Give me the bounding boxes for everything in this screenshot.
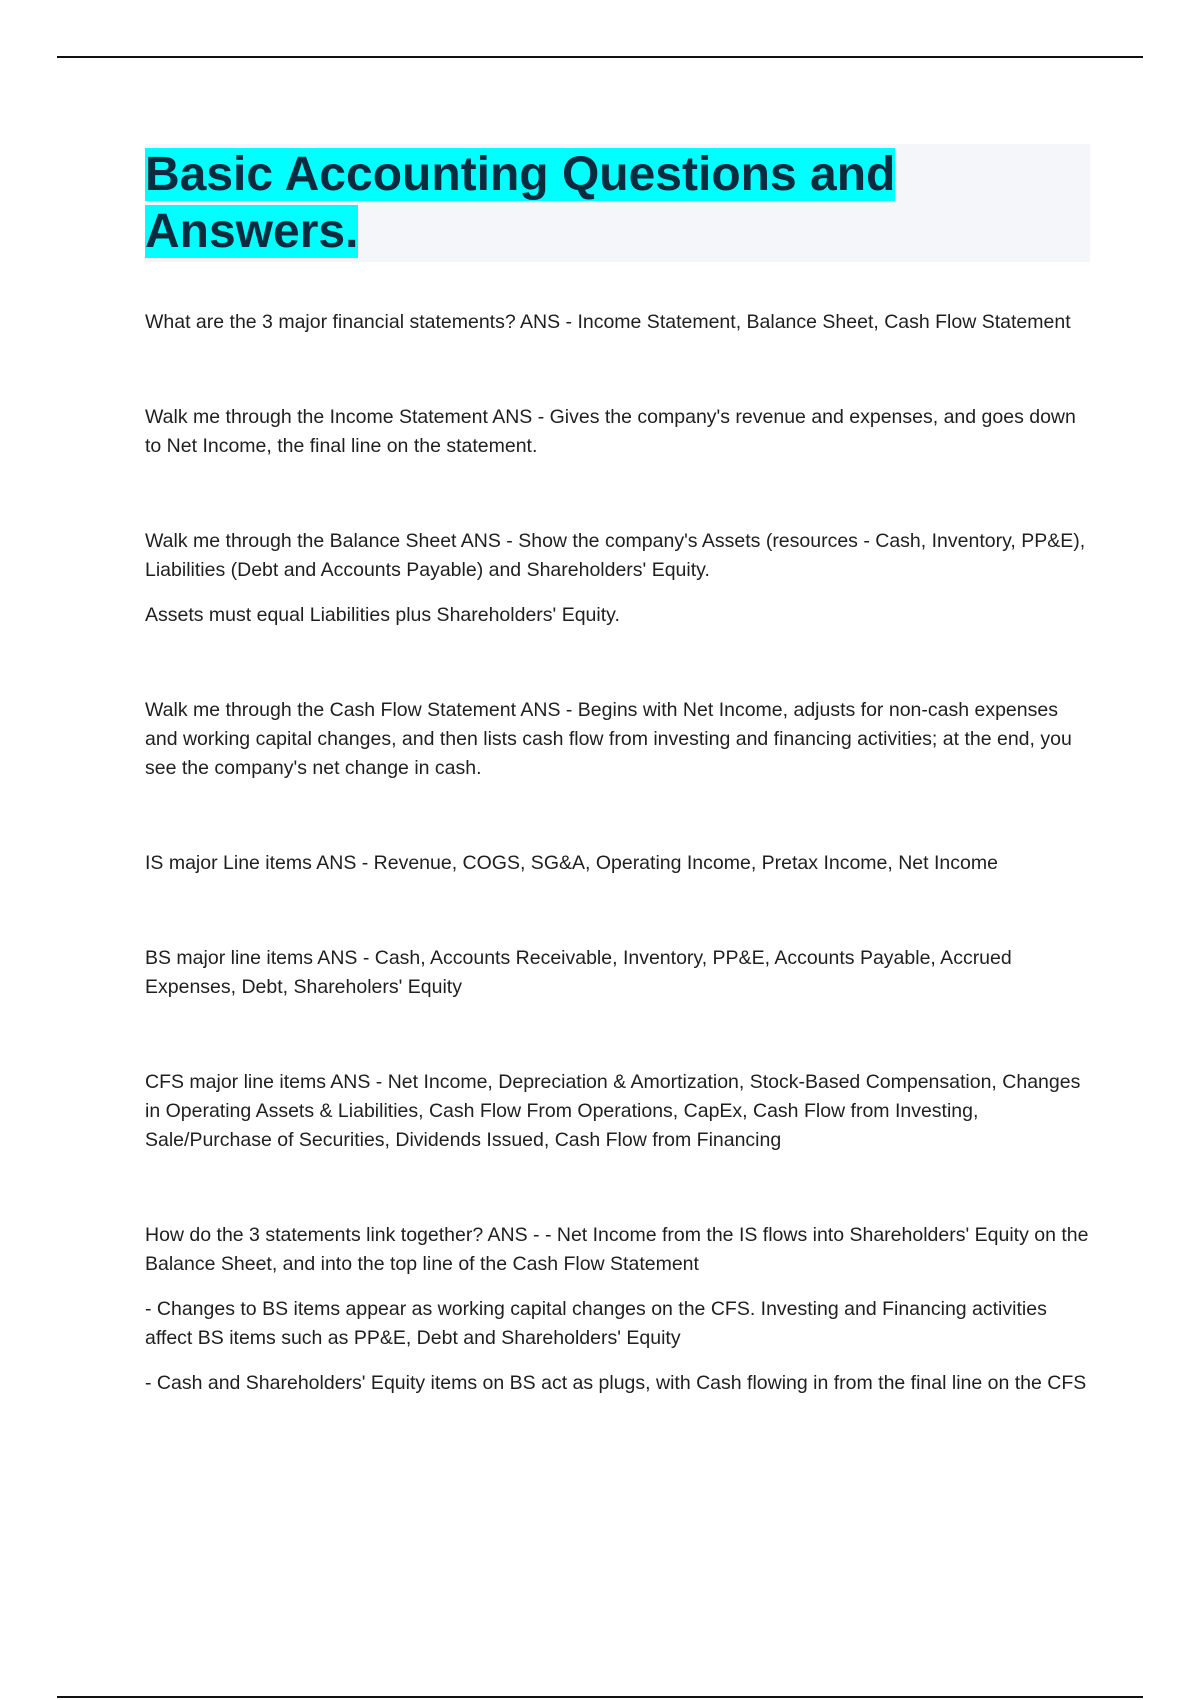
qa-paragraph: What are the 3 major financial statements? ANS - Income Statement, Balance Sheet, Cash Flow Statement: [145, 311, 1071, 333]
qa-paragraph: Walk me through the Cash Flow Statement ANS - Begins with Net Income, adjusts for non-cash expenses and working capital changes, and then lists cash flow from investing and financing activities; at the end, you see the company's net change in cash.: [145, 699, 1072, 779]
qa-paragraph: CFS major line items ANS - Net Income, Depreciation & Amortization, Stock-Based Compensation, Changes in Operating Assets & Liabilities, Cash Flow From Operations, CapEx, Cash Flow from Investing, Sale/Purchase of Securities, Dividends Issued, Cash Flow from Financing: [145, 1071, 1081, 1151]
qa-paragraph: BS major line items ANS - Cash, Accounts Receivable, Inventory, PP&E, Accounts Payable, Accrued Expenses, Debt, Shareholers' Equity: [145, 947, 1012, 998]
qa-paragraph: - Cash and Shareholders' Equity items on BS act as plugs, with Cash flowing in from the final line on the CFS: [145, 1372, 1087, 1394]
qa-item-1: [145, 308, 1090, 337]
qa-item-7: [145, 1068, 1090, 1155]
document-title: [145, 146, 1090, 260]
qa-paragraph: Walk me through the Balance Sheet ANS - Show the company's Assets (resources - Cash, Inventory, PP&E), Liabilities (Debt and Accounts Payable) and Shareholders' Equity.: [145, 530, 1086, 581]
header-rule: [57, 56, 1143, 58]
qa-paragraph: Assets must equal Liabilities plus Shareholders' Equity.: [145, 604, 620, 626]
qa-paragraph: IS major Line items ANS - Revenue, COGS, SG&A, Operating Income, Pretax Income, Net Income: [145, 852, 998, 874]
qa-paragraph: How do the 3 statements link together? ANS - - Net Income from the IS flows into Shareholders' Equity on the Balance Sheet, and into the top line of the Cash Flow Statement: [145, 1224, 1089, 1275]
qa-item-5: [145, 849, 1090, 878]
title-block: [145, 144, 1090, 262]
qa-paragraph: - Changes to BS items appear as working capital changes on the CFS. Investing and Financing activities affect BS items such as PP&E, Debt and Shareholders' Equity: [145, 1298, 1047, 1349]
qa-item-4: [145, 696, 1090, 783]
qa-item-3: [145, 527, 1090, 630]
qa-paragraph: Walk me through the Income Statement ANS - Gives the company's revenue and expenses, and goes down to Net Income, the final line on the statement.: [145, 406, 1076, 457]
document-body: [145, 144, 1090, 1464]
footer-rule: [57, 1696, 1143, 1698]
qa-item-2: [145, 403, 1090, 461]
document-title-text: Basic Accounting Questions and Answers.: [145, 148, 896, 258]
qa-item-6: [145, 944, 1090, 1002]
qa-item-8: [145, 1221, 1090, 1398]
